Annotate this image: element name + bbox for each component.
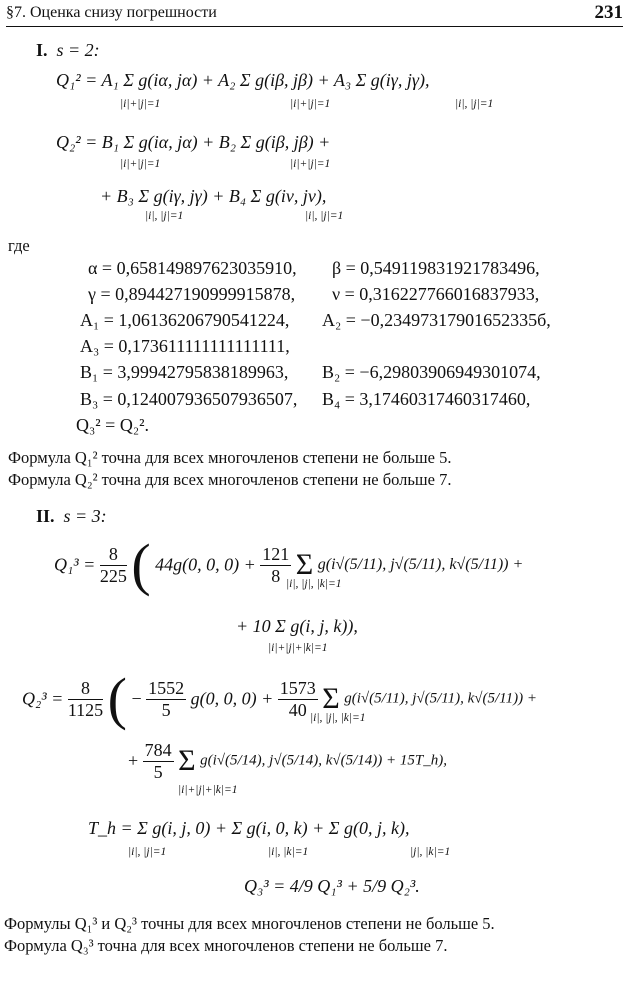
sum-limit: |i|+|j|+|k|=1 xyxy=(268,642,328,654)
formula-q22-line1-text: Q₂² = B₁ Σ g(iα, jα) + B₂ Σ g(iβ, jβ) + xyxy=(56,132,331,152)
part1-label: I. xyxy=(36,40,48,60)
q13-line2-text: + 10 Σ g(i, j, k)), xyxy=(236,616,358,636)
q23-frac2-num: 1552 xyxy=(148,677,185,698)
q23-frac4-num: 784 xyxy=(144,740,172,760)
sum-limit: |i|+|j|=1 xyxy=(290,158,331,170)
sum-limit: |i|+|j|=1 xyxy=(120,98,161,110)
q13-frac-den: 225 xyxy=(99,565,127,586)
formula-q33 xyxy=(244,876,420,897)
sum-limit: |i|+|j|+|k|=1 xyxy=(178,784,238,796)
sum-limit: |i|, |k|=1 xyxy=(268,846,309,858)
q23-fraction4 xyxy=(143,740,174,782)
q23-frac3-den: 40 xyxy=(288,699,307,720)
sum-limit: |i|, |j|=1 xyxy=(145,210,184,222)
sum-limit: |i|, |j|, |k|=1 xyxy=(310,712,366,724)
q23-frac3-num: 1573 xyxy=(279,677,316,698)
part2-label: II. xyxy=(36,506,55,526)
constant-b1: B₁ = 3,99942795838189963, xyxy=(80,362,289,382)
q13-frac2-den: 8 xyxy=(271,565,281,586)
constant-beta: β = 0,549119831921783496, xyxy=(332,258,540,278)
formula-th xyxy=(88,818,410,839)
q23-term1: g(0, 0, 0) + xyxy=(190,688,274,709)
sum-limit: |i|+|j|=1 xyxy=(120,158,161,170)
sum-limit: |i|, |j|=1 xyxy=(455,98,494,110)
sum-limit: |i|, |j|=1 xyxy=(305,210,344,222)
formula-q13-line2 xyxy=(236,616,358,637)
part2-condition: s = 3: xyxy=(63,506,107,526)
constant-a1: A₁ = 1,06136206790541224, xyxy=(80,310,290,330)
q23-frac2-den: 5 xyxy=(161,699,171,720)
q23-arg2: g(i√(5/14), j√(5/14), k√(5/14)) + 15T_h), xyxy=(200,752,447,769)
th-text: T_h = Σ g(i, j, 0) + Σ g(i, 0, k) + Σ g(0, j, k), xyxy=(88,818,410,838)
q13-frac2-num: 121 xyxy=(262,543,290,564)
sum-limit: |j|, |k|=1 xyxy=(410,846,451,858)
constant-gamma: γ = 0,894427190999915878, xyxy=(88,284,296,304)
formula-q12-text: Q₁² = A₁ Σ g(iα, jα) + A₂ Σ g(iβ, jβ) + A₃ Σ g(iγ, jγ), xyxy=(56,70,430,90)
q23-lhs: Q₂³ = xyxy=(22,688,64,709)
part1-heading xyxy=(36,40,100,61)
q13-fraction xyxy=(100,544,127,586)
page-number: 231 xyxy=(594,2,623,23)
q23-frac-num: 8 xyxy=(68,678,103,700)
q23-arg: g(i√(5/11), j√(5/11), k√(5/11)) + xyxy=(344,690,537,707)
constant-q32: Q₃² = Q₂². xyxy=(76,415,149,435)
constant-b3: B₃ = 0,124007936507936507, xyxy=(80,389,298,409)
q13-term1: 44g(0, 0, 0) + xyxy=(155,554,256,575)
formula-q22-line2-text: + B₃ Σ g(iγ, jγ) + B₄ Σ g(iν, jν), xyxy=(100,186,327,206)
part2-statement2: Формула Q₃³ точна для всех многочленов степени не больше 7. xyxy=(4,936,448,955)
constant-nu: ν = 0,316227766016837933, xyxy=(332,284,540,304)
q23-frac4-den: 5 xyxy=(153,761,163,782)
formula-q22-line2 xyxy=(100,186,326,207)
q13-arg: g(i√(5/11), j√(5/11), k√(5/11)) + xyxy=(317,556,524,573)
constant-alpha: α = 0,658149897623035910, xyxy=(88,258,297,278)
q13-lhs: Q₁³ = xyxy=(54,554,96,575)
sum-limit: |i|, |j|=1 xyxy=(128,846,167,858)
left-paren: ( xyxy=(107,666,127,731)
sum-symbol: Σ xyxy=(295,548,314,581)
part2-heading xyxy=(36,506,107,527)
page-header xyxy=(6,2,623,27)
plus-sign: + xyxy=(128,750,139,771)
formula-q23-line2 xyxy=(128,740,447,800)
sum-limit: |i|+|j|=1 xyxy=(290,98,331,110)
sum-limit: |i|, |j|, |k|=1 xyxy=(286,578,342,590)
q23-fraction2 xyxy=(146,678,186,720)
formula-q22-line1 xyxy=(56,132,330,153)
part1-statement1: Формула Q₁² точна для всех многочленов степени не больше 5. xyxy=(8,448,452,467)
constant-a2: A₂ = −0,23497317901652335б, xyxy=(322,310,551,330)
part1-statement2: Формула Q₂² точна для всех многочленов степени не больше 7. xyxy=(8,470,452,489)
constant-a3: A₃ = 0,173611111111111111, xyxy=(80,336,290,356)
constant-b4: B₄ = 3,17460317460317460, xyxy=(322,389,531,409)
minus-sign: − xyxy=(131,688,142,709)
formula-q12 xyxy=(56,70,429,91)
part1-condition: s = 2: xyxy=(56,40,100,60)
q23-frac-den: 1125 xyxy=(67,699,104,720)
constant-b2: B₂ = −6,29803906949301074, xyxy=(322,362,541,382)
where-word: где xyxy=(8,236,30,255)
part2-statement1: Формулы Q₁³ и Q₂³ точны для всех многочленов степени не больше 5. xyxy=(4,914,495,933)
q33-text: Q₃³ = 4/9 Q₁³ + 5/9 Q₂³. xyxy=(244,876,420,896)
q23-fraction xyxy=(68,678,103,720)
sum-symbol: Σ xyxy=(178,744,196,778)
q13-frac-num: 8 xyxy=(100,544,127,566)
section-title: §7. Оценка снизу погрешности xyxy=(6,4,217,21)
left-paren: ( xyxy=(131,532,151,597)
sum-symbol: Σ xyxy=(322,682,340,715)
formula-q23-line1 xyxy=(22,666,537,731)
